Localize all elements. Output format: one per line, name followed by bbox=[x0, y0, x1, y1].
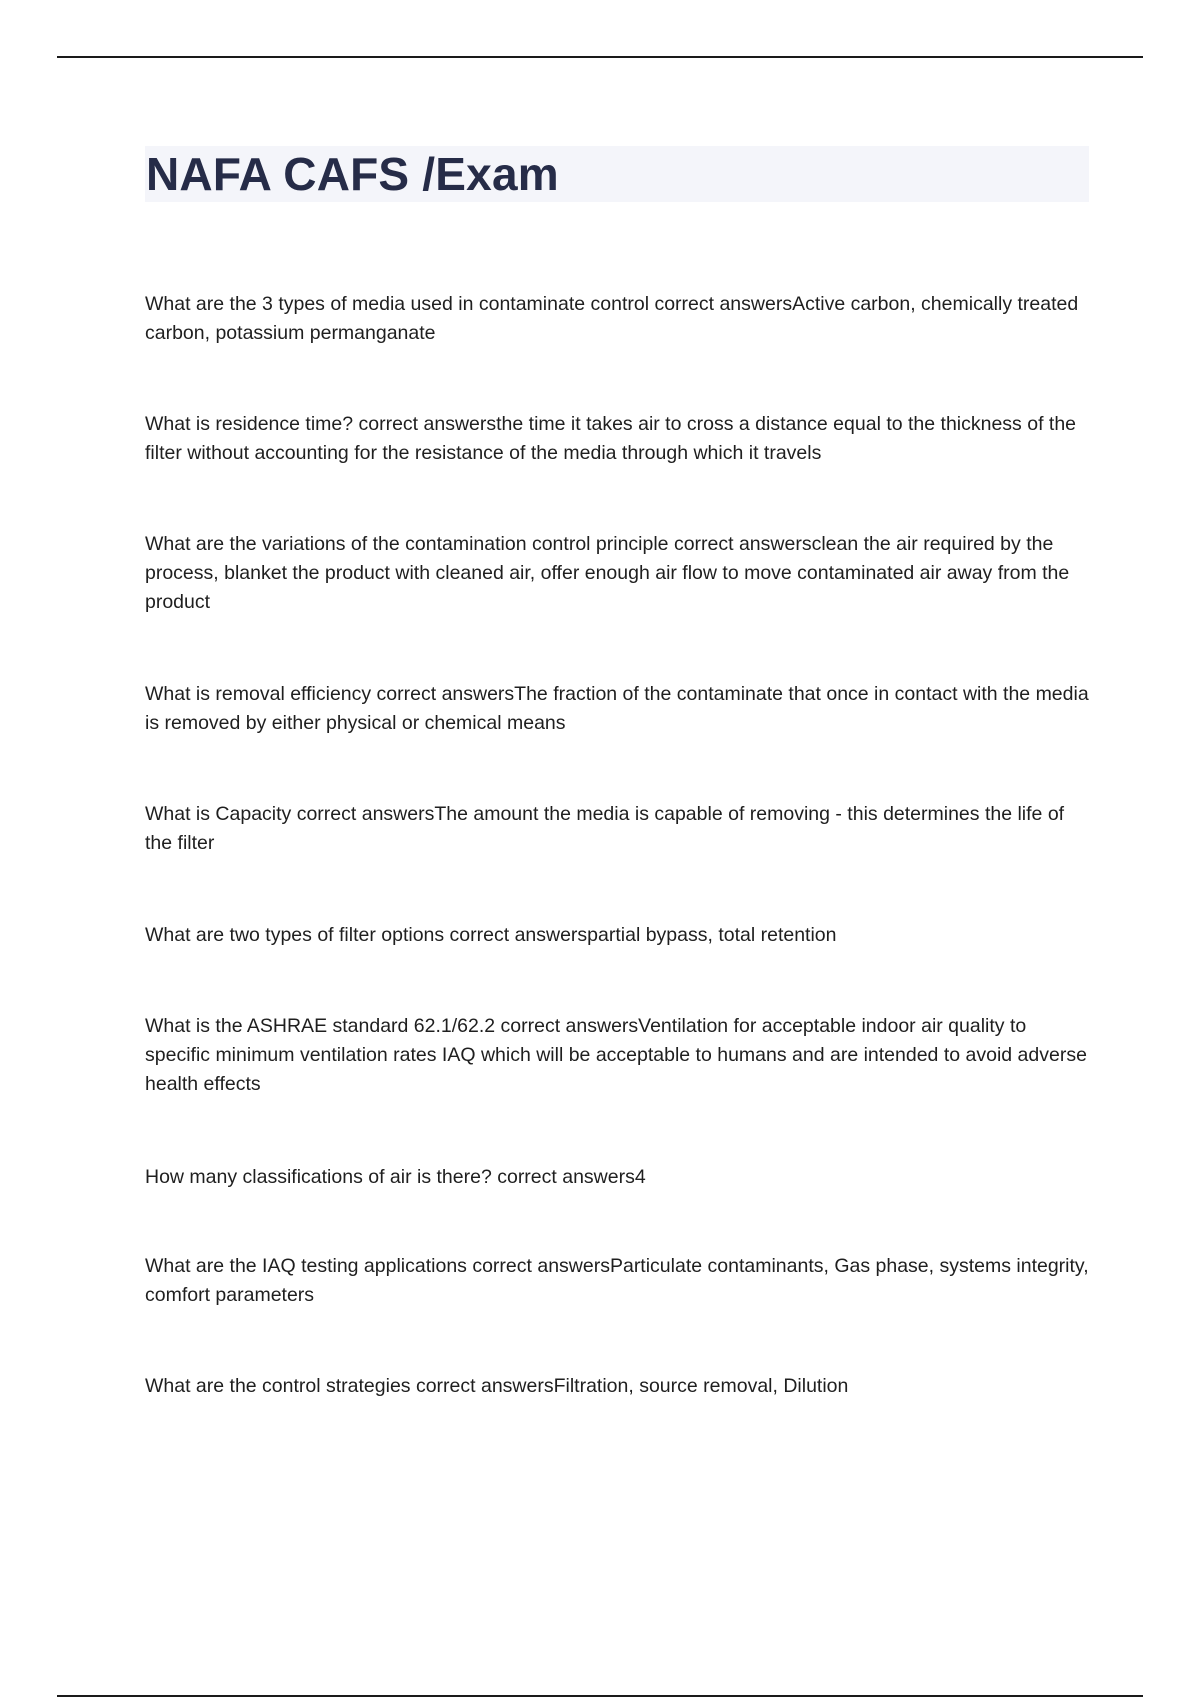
qa-item: What are two types of filter options correct answerspartial bypass, total retention bbox=[145, 924, 837, 946]
qa-item: What are the control strategies correct answersFiltration, source removal, Dilution bbox=[145, 1375, 849, 1397]
qa-item: What are the variations of the contamination control principle correct answersclean the air required by the process, blanket the product with cleaned air, offer enough air flow to move contaminated air away from the product bbox=[145, 533, 1070, 613]
footer-rule bbox=[57, 1695, 1143, 1697]
qa-item: How many classifications of air is there? correct answers4 bbox=[145, 1166, 646, 1188]
page-title: NAFA CAFS /Exam bbox=[146, 148, 559, 200]
qa-item: What are the 3 types of media used in contaminate control correct answersActive carbon, chemically treated carbon, potassium permanganate bbox=[145, 293, 1079, 344]
qa-item: What is residence time? correct answersthe time it takes air to cross a distance equal to the thickness of the filter without accounting for the resistance of the media through which it travels bbox=[145, 413, 1077, 464]
qa-item: What is Capacity correct answersThe amount the media is capable of removing - this determines the life of the filter bbox=[145, 803, 1065, 854]
qa-item: What is the ASHRAE standard 62.1/62.2 correct answersVentilation for acceptable indoor air quality to specific minimum ventilation rates IAQ which will be acceptable to humans and are intended to avoid adverse health effects bbox=[145, 1015, 1087, 1095]
header-rule bbox=[57, 56, 1143, 58]
qa-item: What is removal efficiency correct answersThe fraction of the contaminate that once in contact with the media is removed by either physical or chemical means bbox=[145, 683, 1089, 734]
qa-item: What are the IAQ testing applications correct answersParticulate contaminants, Gas phase, systems integrity, comfort parameters bbox=[145, 1255, 1089, 1306]
